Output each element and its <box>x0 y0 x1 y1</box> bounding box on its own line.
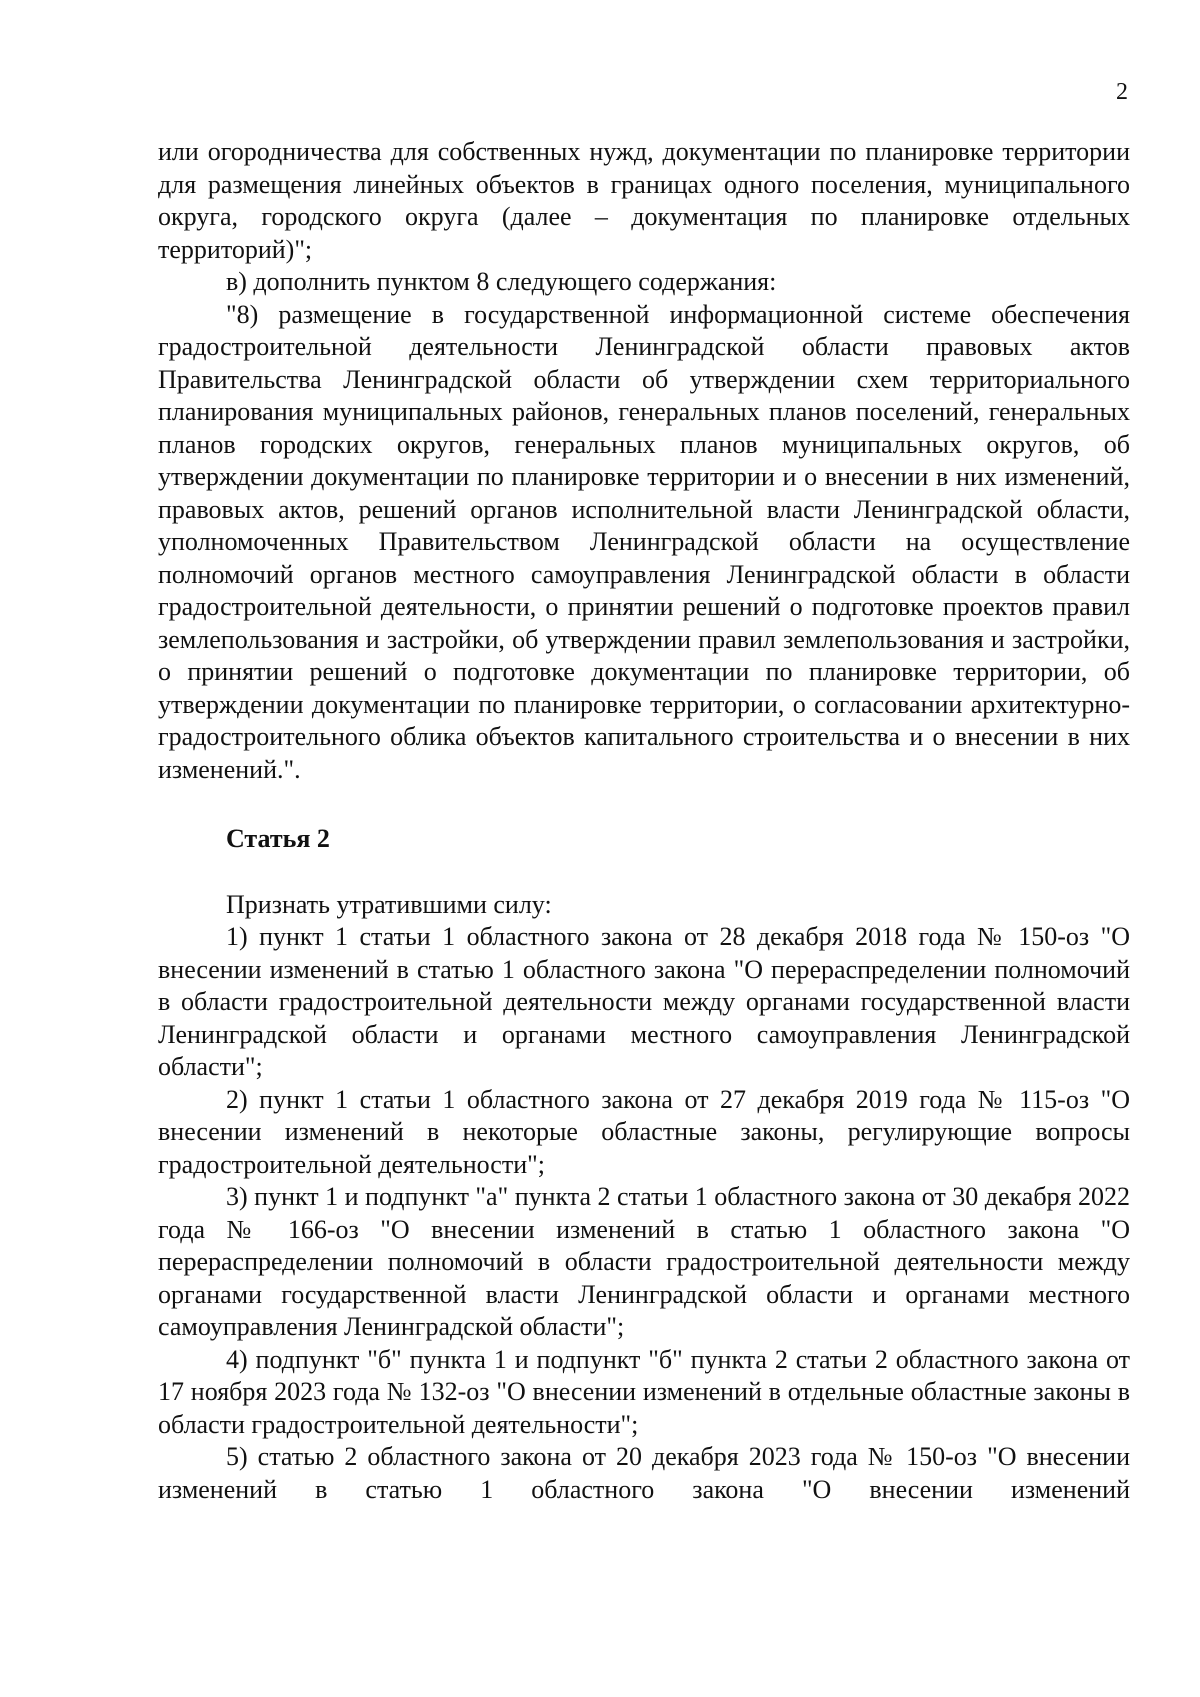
paragraph-new-item-8: "8) размещение в государственной информационной системе обеспечения градостроительной деятельности Ленинградской области правовых актов Правительства Ленинградской области об утверждении схем территориального планирования муниципальных районов, генеральных планов поселений, генеральных планов городских округов, генеральных планов муниципальных округов, об утверждении документации по планировке территории и о внесении в них изменений, правовых актов, решений органов исполнительной власти Ленинградской области, уполномоченных Правительством Ленинградской области на осуществление полномочий органов местного самоуправления Ленинградской области в области градостроительной деятельности, о принятии решений о подготовке проектов правил землепользования и застройки, об утверждении правил землепользования и застройки, о принятии решений о подготовке документации по планировке территории, об утверждении документации по планировке территории, о согласовании архитектурно-градостроительного облика объектов капитального строительства и о внесении в них изменений.". <box>158 299 1130 784</box>
paragraph-continuation: или огородничества для собственных нужд, документации по планировке территории для размещения линейных объектов в границах одного поселения, муниципального округа, городского округа (далее – документация по планировке отдельных территорий)"; <box>158 137 1130 264</box>
paragraph-amendment-instruction: в) дополнить пунктом 8 следующего содержания: <box>226 267 777 296</box>
list-item: 2) пункт 1 статьи 1 областного закона от 27 декабря 2019 года № 115-оз "О внесении изменений в некоторые областные законы, регулирующие вопросы градостроительной деятельности"; <box>158 1084 1130 1179</box>
article-heading: Статья 2 <box>226 824 330 853</box>
document-body <box>158 136 1130 1506</box>
list-item: 1) пункт 1 статьи 1 областного закона от 28 декабря 2018 года № 150-оз "О внесении изменений в статью 1 областного закона "О перераспределении полномочий в области градостроительной деятельности между органами государственной власти Ленинградской области и органами местного самоуправления Ленинградской области"; <box>158 922 1130 1081</box>
page-number: 2 <box>1116 79 1128 105</box>
list-item: 4) подпункт "б" пункта 1 и подпункт "б" пункта 2 статьи 2 областного закона от 17 ноября 2023 года № 132-оз "О внесении изменений в отдельные областные законы в области градостроительной деятельности"; <box>158 1344 1130 1439</box>
article-intro: Признать утратившими силу: <box>226 889 552 919</box>
list-item: 5) статью 2 областного закона от 20 декабря 2023 года № 150-оз "О внесении изменений в статью 1 областного закона "О внесении изменений <box>158 1442 1130 1504</box>
list-item: 3) пункт 1 и подпункт "а" пункта 2 статьи 1 областного закона от 30 декабря 2022 года № 166-оз "О внесении изменений в статью 1 областного закона "О перераспределении полномочий в области градостроительной деятельности между органами государственной власти Ленинградской области и органами местного самоуправления Ленинградской области"; <box>158 1182 1131 1341</box>
